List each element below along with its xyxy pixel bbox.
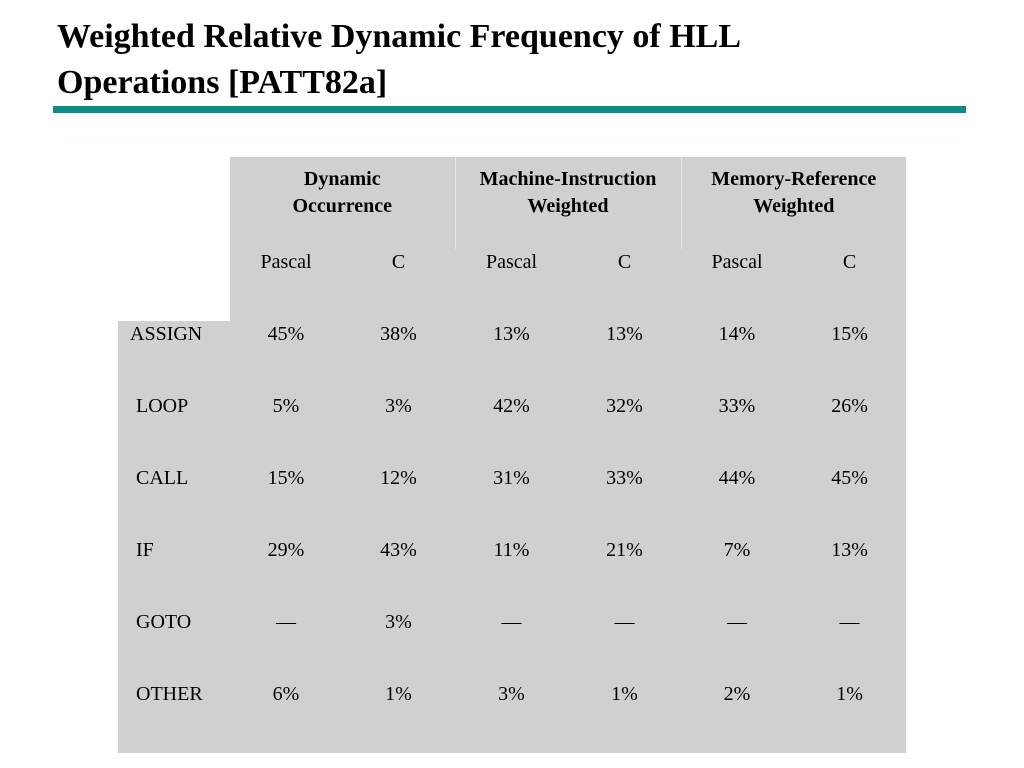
language-header: C	[568, 249, 681, 321]
table-cell: 44%	[681, 465, 793, 537]
table-cell: 42%	[455, 393, 568, 465]
table-cell: 2%	[681, 681, 793, 753]
frequency-table-container	[118, 157, 906, 753]
language-header: Pascal	[230, 249, 342, 321]
row-label: ASSIGN	[118, 321, 230, 393]
slide-title	[57, 14, 957, 106]
group-header-row	[118, 157, 906, 249]
group-header-line: Weighted	[753, 195, 835, 217]
table-cell: —	[793, 609, 906, 681]
group-header-line: Machine-Instruction	[479, 168, 657, 190]
row-label: GOTO	[118, 609, 230, 681]
table-cell: —	[455, 609, 568, 681]
row-label: CALL	[118, 465, 230, 537]
frequency-table	[118, 157, 906, 753]
table-row	[118, 537, 906, 609]
table-cell: 31%	[455, 465, 568, 537]
row-label-corner-blank	[118, 249, 230, 321]
language-header: C	[793, 249, 906, 321]
table-cell: 3%	[342, 609, 455, 681]
group-header-line: Occurrence	[292, 195, 393, 217]
table-cell: 1%	[342, 681, 455, 753]
table-cell: 33%	[681, 393, 793, 465]
table-cell: 12%	[342, 465, 455, 537]
table-cell: 1%	[793, 681, 906, 753]
table-cell: 45%	[230, 321, 342, 393]
group-header-line: Weighted	[527, 195, 609, 217]
group-header-line: Memory-Reference	[711, 168, 877, 190]
table-cell: —	[568, 609, 681, 681]
table-row	[118, 609, 906, 681]
table-cell: 6%	[230, 681, 342, 753]
table-cell: 15%	[793, 321, 906, 393]
table-cell: 26%	[793, 393, 906, 465]
table-cell: 1%	[568, 681, 681, 753]
table-cell: 21%	[568, 537, 681, 609]
table-cell: 33%	[568, 465, 681, 537]
group-header-line: Dynamic	[303, 168, 381, 190]
group-header-memory-reference-weighted	[681, 157, 906, 249]
table-cell: 3%	[455, 681, 568, 753]
group-header-dynamic-occurrence	[230, 157, 455, 249]
slide-title-line2: Operations [PATT82a]	[57, 64, 388, 101]
header-corner-blank	[118, 157, 230, 249]
row-label: LOOP	[118, 393, 230, 465]
language-header-row	[118, 249, 906, 321]
table-cell: 32%	[568, 393, 681, 465]
language-header: Pascal	[681, 249, 793, 321]
table-cell: 43%	[342, 537, 455, 609]
table-row	[118, 681, 906, 753]
table-cell: 3%	[342, 393, 455, 465]
row-label: OTHER	[118, 681, 230, 753]
table-cell: 11%	[455, 537, 568, 609]
slide-title-line1: Weighted Relative Dynamic Frequency of HLL	[57, 18, 742, 55]
table-row	[118, 321, 906, 393]
table-cell: 15%	[230, 465, 342, 537]
table-cell: 7%	[681, 537, 793, 609]
table-cell: 29%	[230, 537, 342, 609]
row-label: IF	[118, 537, 230, 609]
group-header-machine-instruction-weighted	[455, 157, 681, 249]
table-cell: 38%	[342, 321, 455, 393]
table-cell: 14%	[681, 321, 793, 393]
table-cell: 13%	[568, 321, 681, 393]
language-header: Pascal	[455, 249, 568, 321]
table-cell: —	[230, 609, 342, 681]
title-underline-rule	[53, 106, 966, 113]
language-header: C	[342, 249, 455, 321]
table-cell: 13%	[793, 537, 906, 609]
table-cell: 45%	[793, 465, 906, 537]
table-cell: 5%	[230, 393, 342, 465]
table-row	[118, 393, 906, 465]
table-cell: 13%	[455, 321, 568, 393]
table-cell: —	[681, 609, 793, 681]
table-row	[118, 465, 906, 537]
